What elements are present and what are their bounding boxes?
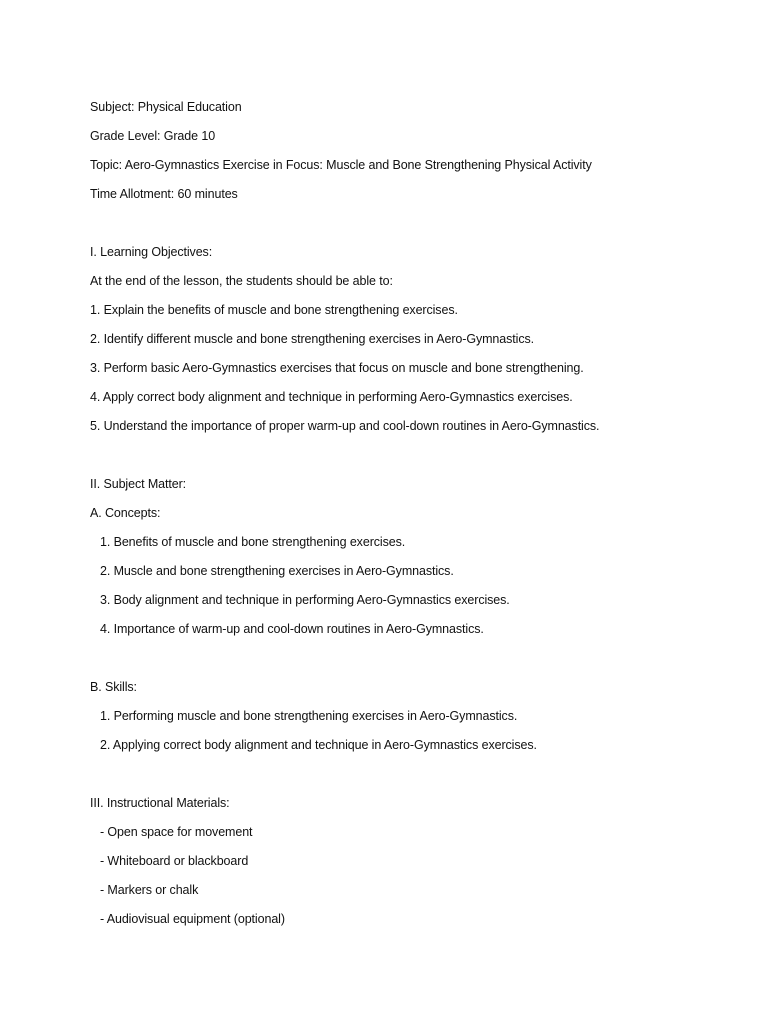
material-item: - Whiteboard or blackboard (100, 854, 249, 868)
spacer (90, 441, 730, 470)
objective-item: 5. Understand the importance of proper warm-up and cool-down routines in Aero-Gymnastics. (90, 419, 600, 433)
objective-item: 1. Explain the benefits of muscle and bone strengthening exercises. (90, 303, 458, 317)
concept-item: 3. Body alignment and technique in performing Aero-Gymnastics exercises. (100, 593, 510, 607)
grade-level-line: Grade Level: Grade 10 (90, 129, 216, 143)
time-allotment-line: Time Allotment: 60 minutes (90, 187, 238, 201)
subject-line: Subject: Physical Education (90, 100, 242, 114)
objective-item: 3. Perform basic Aero-Gymnastics exercises that focus on muscle and bone strengthening. (90, 361, 584, 375)
objective-item: 4. Apply correct body alignment and technique in performing Aero-Gymnastics exercises. (90, 390, 573, 404)
concepts-heading: A. Concepts: (90, 506, 161, 520)
materials-heading: III. Instructional Materials: (90, 796, 230, 810)
material-item: - Audiovisual equipment (optional) (100, 912, 285, 926)
objective-item: 2. Identify different muscle and bone strengthening exercises in Aero-Gymnastics. (90, 332, 534, 346)
material-item: - Open space for movement (100, 825, 253, 839)
objectives-intro: At the end of the lesson, the students should be able to: (90, 274, 393, 288)
concept-item: 2. Muscle and bone strengthening exercises in Aero-Gymnastics. (100, 564, 454, 578)
spacer (90, 209, 730, 238)
skill-item: 1. Performing muscle and bone strengthening exercises in Aero-Gymnastics. (100, 709, 518, 723)
lesson-plan-body (90, 93, 730, 934)
spacer (90, 760, 730, 789)
skill-item: 2. Applying correct body alignment and technique in Aero-Gymnastics exercises. (100, 738, 537, 752)
concept-item: 1. Benefits of muscle and bone strengthening exercises. (100, 535, 406, 549)
spacer (90, 644, 730, 673)
material-item: - Markers or chalk (100, 883, 199, 897)
skills-heading: B. Skills: (90, 680, 137, 694)
topic-line: Topic: Aero-Gymnastics Exercise in Focus: Muscle and Bone Strengthening Physical Activity (90, 158, 592, 172)
objectives-heading: I. Learning Objectives: (90, 245, 213, 259)
concept-item: 4. Importance of warm-up and cool-down routines in Aero-Gymnastics. (100, 622, 484, 636)
subject-matter-heading: II. Subject Matter: (90, 477, 187, 491)
